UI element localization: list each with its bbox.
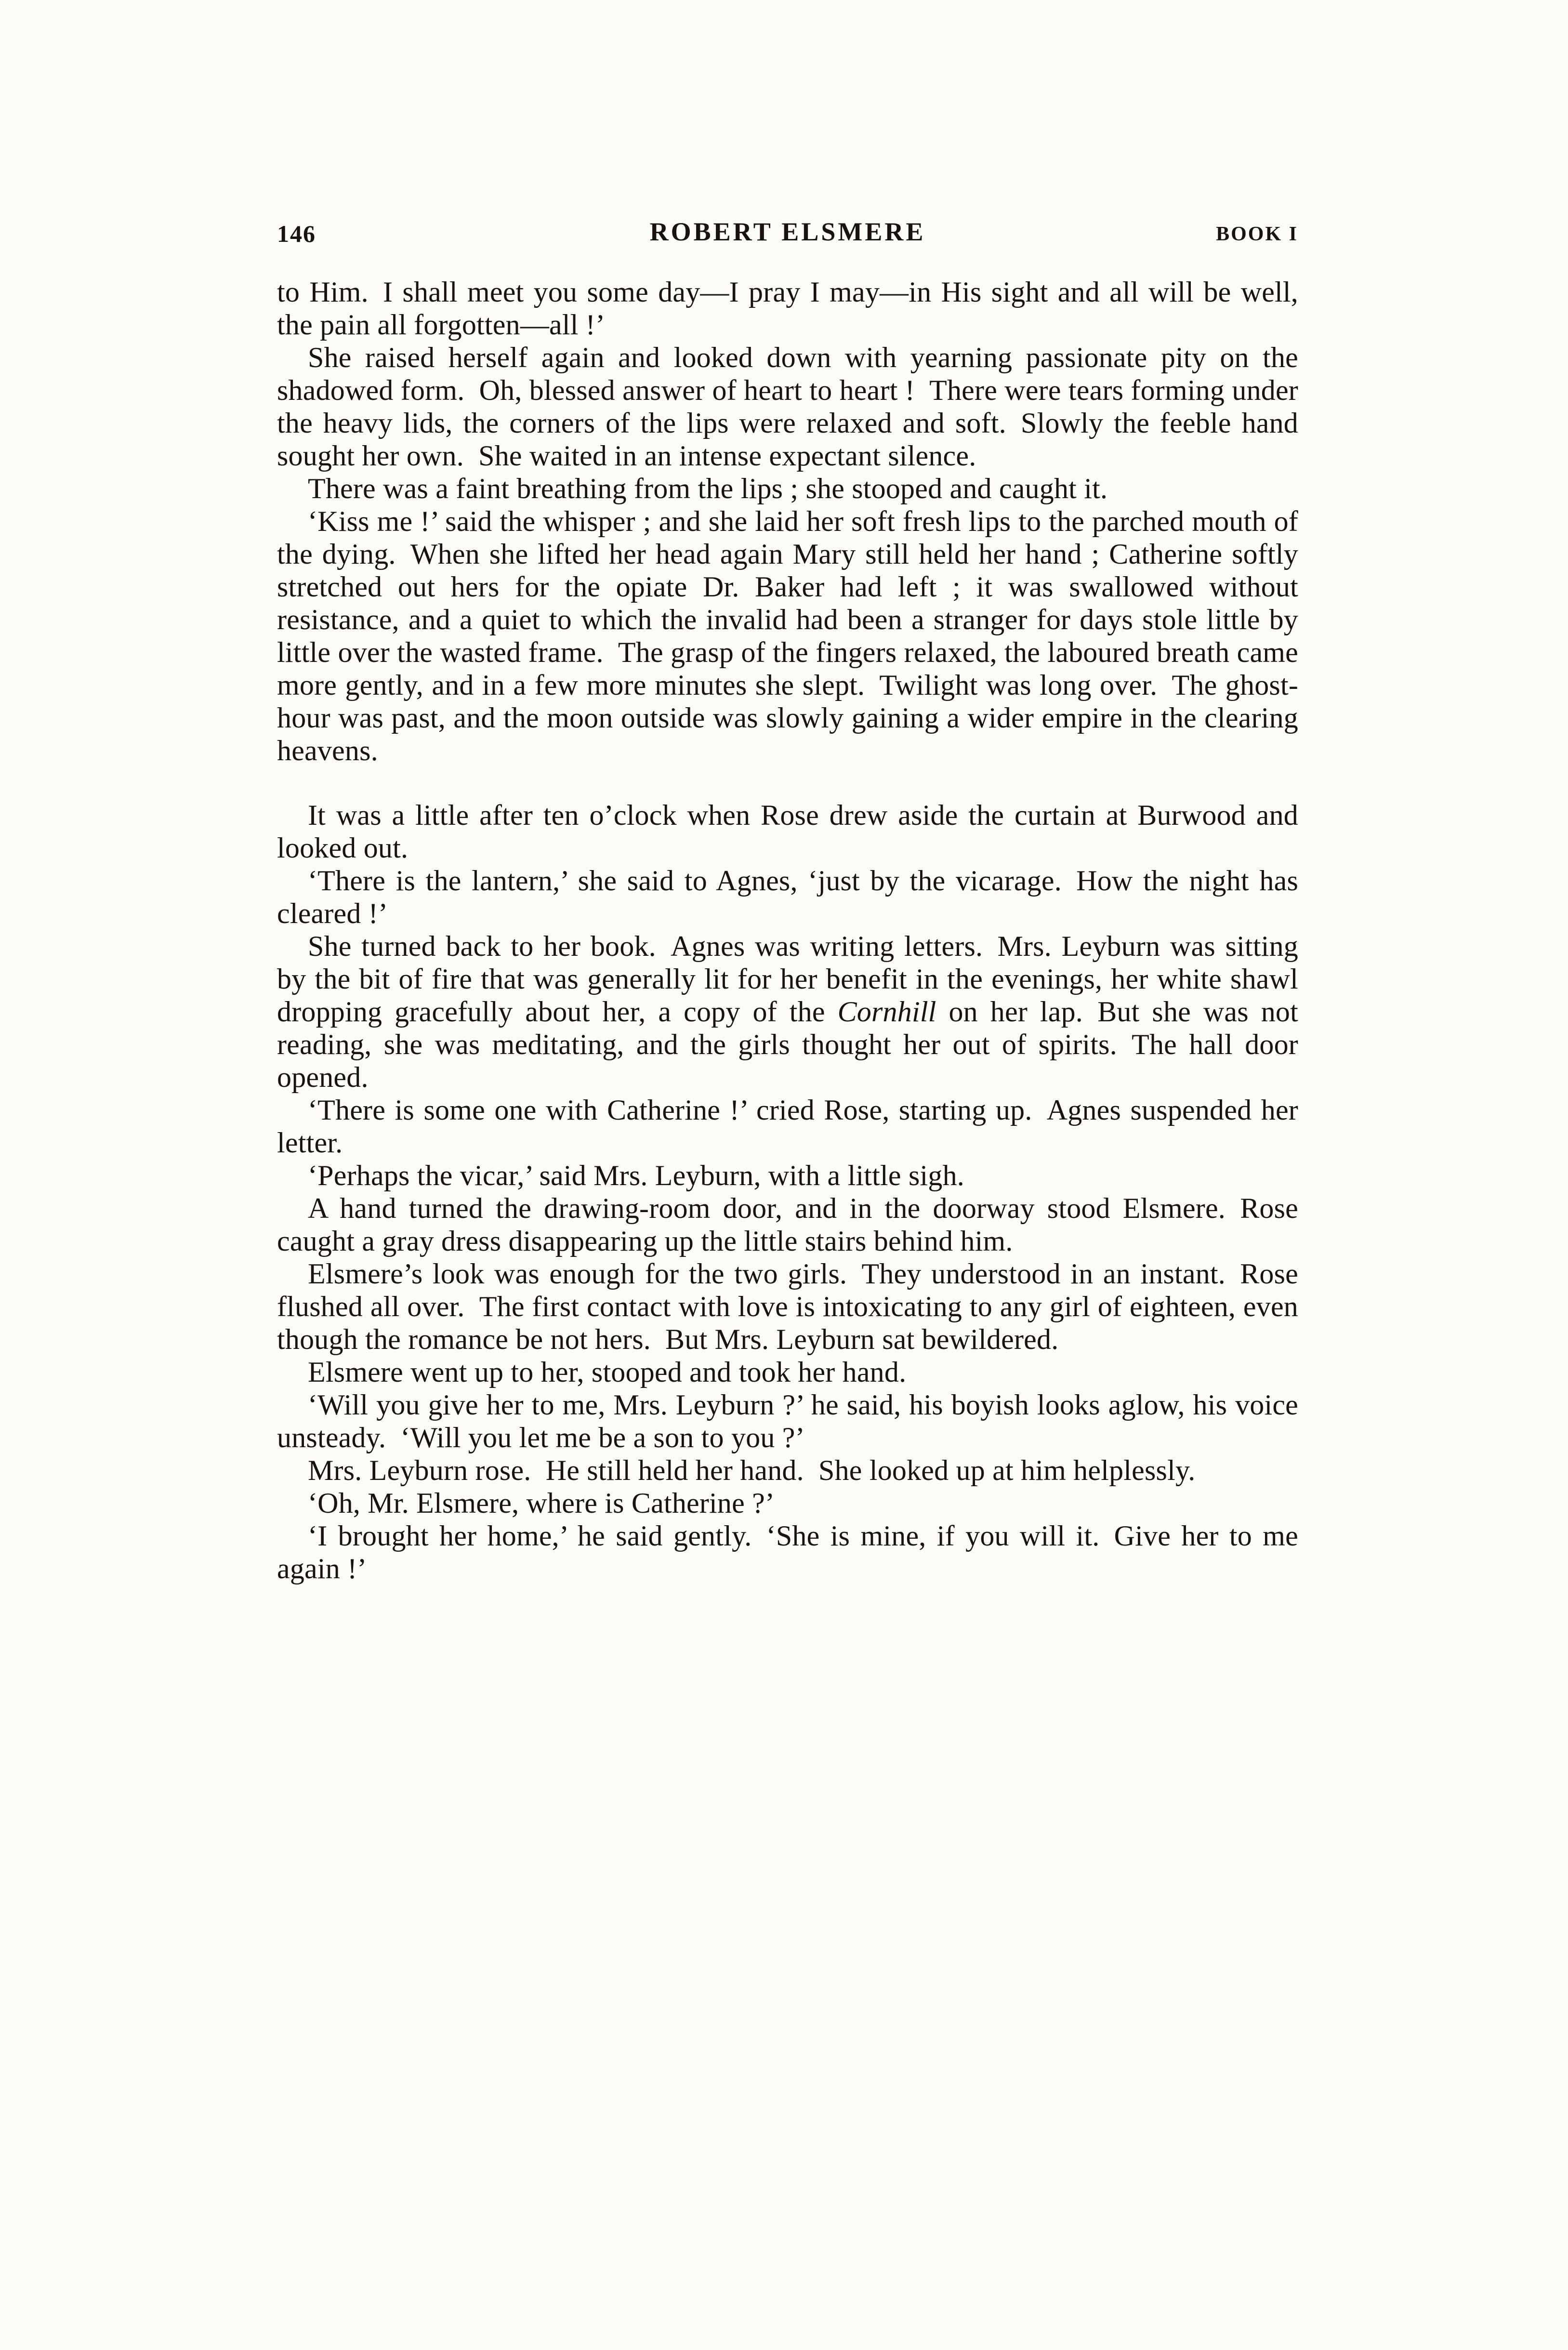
- paragraph: [277, 341, 1298, 472]
- text-segment: She raised herself again and looked down with yearning passionate pity on the shadowed form. Oh, blessed answer of heart to heart ! There were tears forming under the heavy lids, the corners of the lips were relaxed and soft. Slowly the feeble hand sought her own. She waited in an intense expectant silence.: [277, 342, 1298, 472]
- paragraph: [277, 505, 1298, 767]
- paragraph: [277, 799, 1298, 864]
- text-segment: ‘Oh, Mr. Elsmere, where is Catherine ?’: [308, 1487, 775, 1519]
- paragraph: [277, 276, 1298, 341]
- page-header: [277, 217, 1298, 251]
- text-segment: It was a little after ten o’clock when Rose drew aside the curtain at Burwood and looked out.: [277, 799, 1298, 864]
- book-section-label: BOOK I: [1216, 223, 1298, 245]
- paragraph: [277, 1454, 1298, 1487]
- text-segment: There was a faint breathing from the lips ; she stooped and caught it.: [308, 473, 1108, 504]
- italic-text-segment: Cornhill: [837, 996, 936, 1028]
- text-block: [277, 276, 1298, 1585]
- text-segment: ‘Will you give her to me, Mrs. Leyburn ?’ he said, his boyish looks aglow, his voice unsteady. ‘Will you let me be a son to you ?’: [277, 1389, 1298, 1453]
- text-segment: ‘There is some one with Catherine !’ cried Rose, starting up. Agnes suspended her letter.: [277, 1094, 1298, 1159]
- text-segment: to Him. I shall meet you some day—I pray I may—in His sight and all will be well, the pain all forgotten—all !’: [277, 276, 1298, 341]
- paragraph: [277, 1192, 1298, 1257]
- text-segment: Elsmere’s look was enough for the two girls. They understood in an instant. Rose flushed all over. The first contact with love is intoxicating to any girl of eighteen, even though the romance be not hers. But Mrs. Leyburn sat bewildered.: [277, 1258, 1298, 1355]
- text-segment: ‘Perhaps the vicar,’ said Mrs. Leyburn, with a little sigh.: [308, 1160, 964, 1191]
- text-segment: ‘Kiss me !’ said the whisper ; and she laid her soft fresh lips to the parched mouth of the dying. When she lifted her head again Mary still held her hand ; Catherine softly stretched out hers for the opiate Dr. Baker had left ; it was swallowed without resistance, and a quiet to which the invalid had been a stranger for days stole little by little over the wasted frame. The grasp of the fingers relaxed, the laboured breath came more gently, and in a few more minutes she slept. Twilight was long over. The ghost-hour was past, and the moon outside was slowly gaining a wider empire in the clearing heavens.: [277, 505, 1298, 766]
- paragraph: [277, 472, 1298, 505]
- paragraph: [277, 1487, 1298, 1519]
- paragraph: [277, 1094, 1298, 1159]
- running-title: ROBERT ELSMERE: [649, 217, 926, 246]
- text-segment: Elsmere went up to her, stooped and took her hand.: [308, 1356, 907, 1388]
- text-segment: Mrs. Leyburn rose. He still held her hand. She looked up at him helplessly.: [308, 1454, 1196, 1486]
- paragraph: [277, 1388, 1298, 1454]
- text-segment: A hand turned the drawing-room door, and in the doorway stood Elsmere. Rose caught a gray dress disappearing up the little stairs behind him.: [277, 1192, 1298, 1257]
- paragraph: [277, 1356, 1298, 1388]
- paragraph: [277, 930, 1298, 1094]
- text-segment: on her lap. But she was not reading, she was meditating, and the girls thought her out of spirits. The hall door opened.: [277, 996, 1298, 1093]
- text-segment: ‘There is the lantern,’ she said to Agnes, ‘just by the vicarage. How the night has cleared !’: [277, 865, 1298, 929]
- paragraph: [277, 1159, 1298, 1192]
- paragraph: [277, 864, 1298, 930]
- text-segment: ‘I brought her home,’ he said gently. ‘She is mine, if you will it. Give her to me again !’: [277, 1520, 1298, 1584]
- page-number: 146: [277, 220, 316, 247]
- text-segment: She turned back to her book. Agnes was writing letters. Mrs. Leyburn was sitting by the bit of fire that was generally lit for her benefit in the evenings, her white shawl dropping gracefully about her, a copy of the: [277, 930, 1298, 1028]
- paragraph: [277, 1519, 1298, 1585]
- paragraph: [277, 1257, 1298, 1356]
